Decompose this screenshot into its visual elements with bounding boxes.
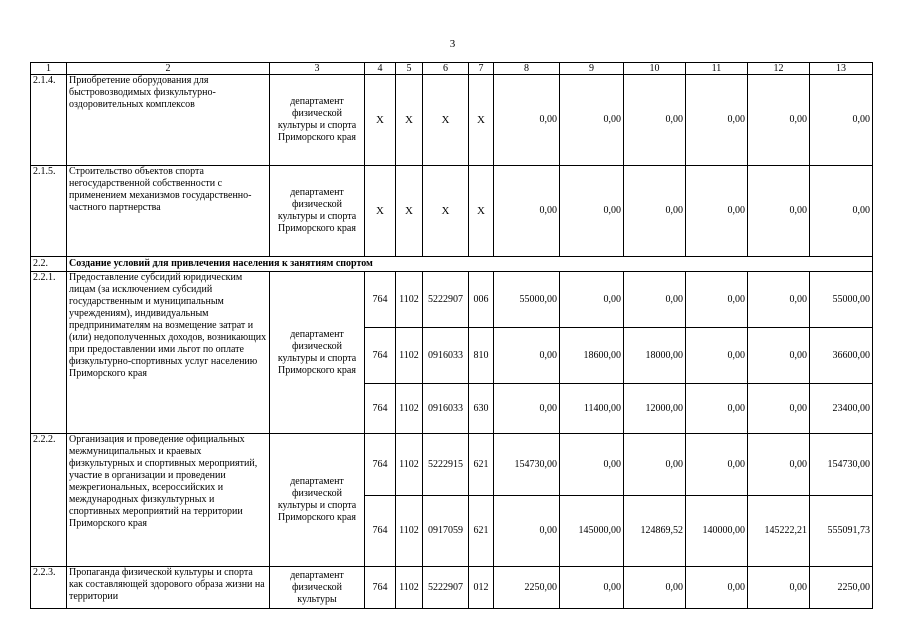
amount-cell: 0,00 xyxy=(686,434,748,496)
amount-cell: 0,00 xyxy=(686,328,748,384)
amount-cell: 0,00 xyxy=(686,75,748,166)
column-number: 1 xyxy=(31,63,67,75)
code-cell: 1102 xyxy=(396,567,423,609)
item-number: 2.2.3. xyxy=(31,567,67,609)
amount-cell: 55000,00 xyxy=(810,272,873,328)
column-number: 4 xyxy=(365,63,396,75)
item-name: Приобретение оборудования для быстровозводимых физкультурно-оздоровительных комплексов xyxy=(67,75,270,166)
amount-cell: 0,00 xyxy=(748,272,810,328)
amount-cell: 0,00 xyxy=(810,166,873,257)
amount-cell: 18000,00 xyxy=(624,328,686,384)
column-number: 3 xyxy=(270,63,365,75)
column-number-row xyxy=(31,63,873,75)
code-cell: X xyxy=(423,166,469,257)
code-cell: X xyxy=(365,75,396,166)
amount-cell: 55000,00 xyxy=(494,272,560,328)
code-cell: 764 xyxy=(365,567,396,609)
code-cell: 764 xyxy=(365,496,396,567)
code-cell: 630 xyxy=(469,384,494,434)
amount-cell: 154730,00 xyxy=(810,434,873,496)
item-name: Организация и проведение официальных межмуниципальных и краевых физкультурных и спортивных мероприятий, участие в организации и проведении межрегиональных, всероссийских и международных физкультурных и спортивных мероприятий на территории Приморского края xyxy=(67,434,270,567)
amount-cell: 145000,00 xyxy=(560,496,624,567)
code-cell: X xyxy=(365,166,396,257)
amount-cell: 36600,00 xyxy=(810,328,873,384)
code-cell: 1102 xyxy=(396,272,423,328)
amount-cell: 0,00 xyxy=(624,272,686,328)
item-number: 2.2.2. xyxy=(31,434,67,567)
code-cell: X xyxy=(469,166,494,257)
code-cell: 0917059 xyxy=(423,496,469,567)
section-row xyxy=(31,257,873,272)
amount-cell: 0,00 xyxy=(494,496,560,567)
code-cell: 621 xyxy=(469,434,494,496)
budget-table xyxy=(30,62,873,609)
code-cell: 764 xyxy=(365,328,396,384)
code-cell: 621 xyxy=(469,496,494,567)
column-number: 9 xyxy=(560,63,624,75)
amount-cell: 12000,00 xyxy=(624,384,686,434)
item-number: 2.2.1. xyxy=(31,272,67,434)
section-title: Создание условий для привлечения населения к занятиям спортом xyxy=(67,257,873,272)
item-number: 2.1.4. xyxy=(31,75,67,166)
code-cell: X xyxy=(469,75,494,166)
code-cell: 0916033 xyxy=(423,384,469,434)
amount-cell: 0,00 xyxy=(560,75,624,166)
code-cell: X xyxy=(396,166,423,257)
amount-cell: 18600,00 xyxy=(560,328,624,384)
table-row xyxy=(31,567,873,609)
amount-cell: 124869,52 xyxy=(624,496,686,567)
code-cell: 764 xyxy=(365,384,396,434)
item-name: Строительство объектов спорта негосударственной собственности с применением механизмов государственно-частного партнерства xyxy=(67,166,270,257)
code-cell: 5222915 xyxy=(423,434,469,496)
code-cell: 5222907 xyxy=(423,567,469,609)
table-row xyxy=(31,166,873,257)
amount-cell: 0,00 xyxy=(560,166,624,257)
amount-cell: 0,00 xyxy=(560,272,624,328)
section-number: 2.2. xyxy=(31,257,67,272)
item-number: 2.1.5. xyxy=(31,166,67,257)
column-number: 6 xyxy=(423,63,469,75)
item-executor: департамент физической культуры и спорта Приморского края xyxy=(270,166,365,257)
code-cell: 764 xyxy=(365,434,396,496)
item-executor: департамент физической культуры и спорта Приморского края xyxy=(270,272,365,434)
column-number: 10 xyxy=(624,63,686,75)
amount-cell: 0,00 xyxy=(748,384,810,434)
amount-cell: 145222,21 xyxy=(748,496,810,567)
amount-cell: 0,00 xyxy=(624,567,686,609)
code-cell: X xyxy=(423,75,469,166)
amount-cell: 11400,00 xyxy=(560,384,624,434)
code-cell: 1102 xyxy=(396,496,423,567)
code-cell: 764 xyxy=(365,272,396,328)
amount-cell: 0,00 xyxy=(494,166,560,257)
amount-cell: 0,00 xyxy=(686,384,748,434)
amount-cell: 0,00 xyxy=(624,75,686,166)
amount-cell: 0,00 xyxy=(560,567,624,609)
column-number: 7 xyxy=(469,63,494,75)
code-cell: 1102 xyxy=(396,384,423,434)
amount-cell: 154730,00 xyxy=(494,434,560,496)
item-executor: департамент физической культуры и спорта Приморского края xyxy=(270,434,365,567)
amount-cell: 0,00 xyxy=(748,75,810,166)
amount-cell: 0,00 xyxy=(494,384,560,434)
amount-cell: 0,00 xyxy=(624,434,686,496)
table-row xyxy=(31,272,873,328)
amount-cell: 0,00 xyxy=(748,166,810,257)
amount-cell: 0,00 xyxy=(494,328,560,384)
column-number: 12 xyxy=(748,63,810,75)
amount-cell: 0,00 xyxy=(624,166,686,257)
amount-cell: 0,00 xyxy=(686,272,748,328)
amount-cell: 0,00 xyxy=(686,567,748,609)
item-name: Предоставление субсидий юридическим лицам (за исключением субсидий государственным и муниципальным учреждениям), индивидуальным предпринимателям на возмещение затрат и (или) недополученных доходов, возникающих при предоставлении ими льгот по оплате физкультурно-спортивных услуг населению Приморского края xyxy=(67,272,270,434)
amount-cell: 0,00 xyxy=(560,434,624,496)
amount-cell: 0,00 xyxy=(748,328,810,384)
code-cell: 1102 xyxy=(396,328,423,384)
amount-cell: 0,00 xyxy=(686,166,748,257)
item-executor: департамент физической культуры и спорта Приморского края xyxy=(270,75,365,166)
amount-cell: 0,00 xyxy=(748,567,810,609)
item-executor: департамент физической культуры xyxy=(270,567,365,609)
column-number: 8 xyxy=(494,63,560,75)
amount-cell: 140000,00 xyxy=(686,496,748,567)
code-cell: 012 xyxy=(469,567,494,609)
amount-cell: 555091,73 xyxy=(810,496,873,567)
code-cell: 810 xyxy=(469,328,494,384)
amount-cell: 2250,00 xyxy=(494,567,560,609)
amount-cell: 0,00 xyxy=(810,75,873,166)
code-cell: 1102 xyxy=(396,434,423,496)
column-number: 2 xyxy=(67,63,270,75)
table-row xyxy=(31,434,873,496)
column-number: 13 xyxy=(810,63,873,75)
code-cell: 006 xyxy=(469,272,494,328)
column-number: 5 xyxy=(396,63,423,75)
amount-cell: 0,00 xyxy=(494,75,560,166)
item-name: Пропаганда физической культуры и спорта как составляющей здорового образа жизни на территории xyxy=(67,567,270,609)
table-row xyxy=(31,75,873,166)
amount-cell: 0,00 xyxy=(748,434,810,496)
code-cell: 0916033 xyxy=(423,328,469,384)
code-cell: 5222907 xyxy=(423,272,469,328)
code-cell: X xyxy=(396,75,423,166)
column-number: 11 xyxy=(686,63,748,75)
amount-cell: 2250,00 xyxy=(810,567,873,609)
amount-cell: 23400,00 xyxy=(810,384,873,434)
page-number: 3 xyxy=(449,38,456,50)
